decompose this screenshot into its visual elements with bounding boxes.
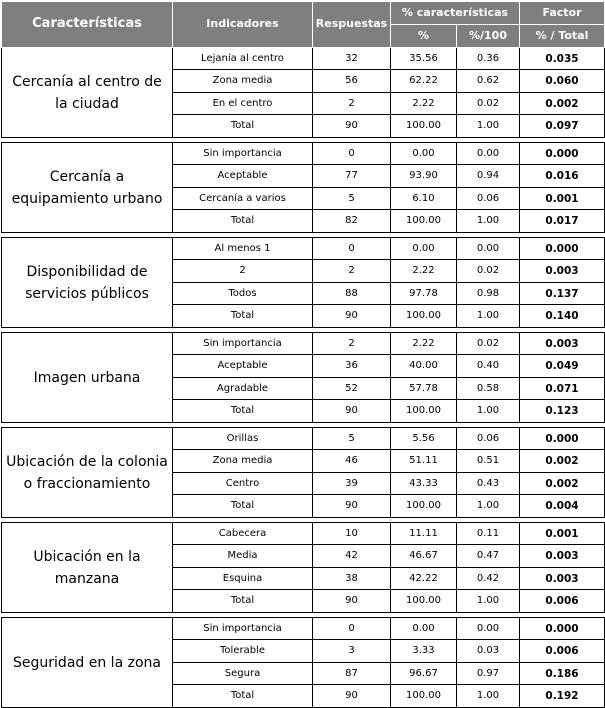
percent-cell: 51.11 (391, 450, 457, 473)
header-pct100: %/100 (457, 25, 520, 48)
responses-cell: 2 (313, 333, 391, 355)
indicator-cell: Cercanía a varios (173, 188, 313, 210)
percent-cell: 100.00 (391, 115, 457, 138)
table-row (2, 428, 605, 450)
ratio-cell: 0.58 (457, 378, 520, 400)
header-factor-total: % / Total (520, 25, 605, 48)
percent-cell: 5.56 (391, 428, 457, 450)
factor-cell: 0.001 (520, 523, 605, 545)
percent-cell: 100.00 (391, 305, 457, 328)
ratio-cell: 0.94 (457, 165, 520, 188)
ratio-cell: 1.00 (457, 305, 520, 328)
responses-cell: 77 (313, 165, 391, 188)
ratio-cell: 0.02 (457, 260, 520, 283)
ratio-cell: 0.02 (457, 333, 520, 355)
factor-cell: 0.000 (520, 143, 605, 165)
indicator-cell: Sin importancia (173, 143, 313, 165)
header-caracteristicas: Características (2, 2, 173, 48)
ratio-cell: 0.62 (457, 70, 520, 93)
ratio-cell: 1.00 (457, 685, 520, 708)
percent-cell: 100.00 (391, 495, 457, 518)
responses-cell: 3 (313, 640, 391, 663)
factor-cell: 0.006 (520, 590, 605, 613)
percent-cell: 0.00 (391, 143, 457, 165)
factor-cell: 0.192 (520, 685, 605, 708)
responses-cell: 0 (313, 618, 391, 640)
percent-cell: 97.78 (391, 283, 457, 305)
ratio-cell: 1.00 (457, 400, 520, 423)
factor-cell: 0.004 (520, 495, 605, 518)
indicator-cell: Total (173, 400, 313, 423)
factor-cell: 0.000 (520, 428, 605, 450)
indicator-cell: Zona media (173, 450, 313, 473)
percent-cell: 100.00 (391, 590, 457, 613)
ratio-cell: 0.42 (457, 568, 520, 590)
table-row (2, 238, 605, 260)
ratio-cell: 0.00 (457, 618, 520, 640)
indicator-cell: Media (173, 545, 313, 568)
indicator-cell: Centro (173, 473, 313, 495)
factor-cell: 0.003 (520, 333, 605, 355)
factor-cell: 0.049 (520, 355, 605, 378)
indicator-cell: Total (173, 305, 313, 328)
ratio-cell: 0.36 (457, 48, 520, 70)
table-row (2, 333, 605, 355)
indicator-cell: Total (173, 495, 313, 518)
factor-cell: 0.001 (520, 188, 605, 210)
category-cell: Seguridad en la zona (2, 618, 173, 708)
responses-cell: 56 (313, 70, 391, 93)
percent-cell: 57.78 (391, 378, 457, 400)
responses-cell: 87 (313, 663, 391, 685)
responses-cell: 88 (313, 283, 391, 305)
responses-cell: 46 (313, 450, 391, 473)
percent-cell: 100.00 (391, 400, 457, 423)
factor-cell: 0.003 (520, 260, 605, 283)
factor-cell: 0.003 (520, 568, 605, 590)
indicator-cell: Al menos 1 (173, 238, 313, 260)
table-row (2, 48, 605, 70)
indicator-cell: Sin importancia (173, 618, 313, 640)
percent-cell: 0.00 (391, 238, 457, 260)
ratio-cell: 0.43 (457, 473, 520, 495)
responses-cell: 82 (313, 210, 391, 233)
percent-cell: 2.22 (391, 260, 457, 283)
percent-cell: 100.00 (391, 210, 457, 233)
percent-cell: 11.11 (391, 523, 457, 545)
responses-cell: 2 (313, 93, 391, 115)
ratio-cell: 0.47 (457, 545, 520, 568)
responses-cell: 42 (313, 545, 391, 568)
table-row (2, 523, 605, 545)
indicator-cell: 2 (173, 260, 313, 283)
factor-cell: 0.123 (520, 400, 605, 423)
header-pct-caracteristicas: % características (391, 2, 520, 25)
factor-cell: 0.017 (520, 210, 605, 233)
factor-cell: 0.002 (520, 473, 605, 495)
indicator-cell: Agradable (173, 378, 313, 400)
ratio-cell: 1.00 (457, 115, 520, 138)
table-body (2, 48, 605, 708)
factor-cell: 0.003 (520, 545, 605, 568)
factor-cell: 0.186 (520, 663, 605, 685)
ratio-cell: 0.51 (457, 450, 520, 473)
indicator-cell: En el centro (173, 93, 313, 115)
percent-cell: 0.00 (391, 618, 457, 640)
category-cell: Cercanía a equipamiento urbano (2, 143, 173, 233)
ratio-cell: 0.02 (457, 93, 520, 115)
percent-cell: 43.33 (391, 473, 457, 495)
category-cell: Disponibilidad de servicios públicos (2, 238, 173, 328)
responses-cell: 90 (313, 305, 391, 328)
indicator-cell: Total (173, 115, 313, 138)
responses-cell: 90 (313, 495, 391, 518)
percent-cell: 35.56 (391, 48, 457, 70)
ratio-cell: 0.98 (457, 283, 520, 305)
responses-cell: 32 (313, 48, 391, 70)
indicator-cell: Zona media (173, 70, 313, 93)
factor-cell: 0.016 (520, 165, 605, 188)
responses-cell: 90 (313, 685, 391, 708)
responses-cell: 2 (313, 260, 391, 283)
header-indicadores: Indicadores (173, 2, 313, 48)
category-cell: Cercanía al centro de la ciudad (2, 48, 173, 138)
indicator-cell: Total (173, 685, 313, 708)
category-cell: Ubicación de la colonia o fraccionamiento (2, 428, 173, 518)
factor-cell: 0.002 (520, 93, 605, 115)
header-pct: % (391, 25, 457, 48)
ratio-cell: 0.06 (457, 428, 520, 450)
percent-cell: 96.67 (391, 663, 457, 685)
percent-cell: 3.33 (391, 640, 457, 663)
ratio-cell: 0.00 (457, 238, 520, 260)
data-table (1, 1, 605, 708)
indicator-cell: Total (173, 590, 313, 613)
percent-cell: 62.22 (391, 70, 457, 93)
responses-cell: 5 (313, 428, 391, 450)
table-row (2, 143, 605, 165)
table-row (2, 618, 605, 640)
category-cell: Ubicación en la manzana (2, 523, 173, 613)
factor-cell: 0.006 (520, 640, 605, 663)
responses-cell: 90 (313, 115, 391, 138)
indicator-cell: Lejanía al centro (173, 48, 313, 70)
indicator-cell: Esquina (173, 568, 313, 590)
responses-cell: 5 (313, 188, 391, 210)
percent-cell: 46.67 (391, 545, 457, 568)
factor-cell: 0.137 (520, 283, 605, 305)
factor-cell: 0.060 (520, 70, 605, 93)
percent-cell: 2.22 (391, 333, 457, 355)
factor-cell: 0.097 (520, 115, 605, 138)
responses-cell: 90 (313, 400, 391, 423)
responses-cell: 10 (313, 523, 391, 545)
responses-cell: 38 (313, 568, 391, 590)
factor-cell: 0.002 (520, 450, 605, 473)
percent-cell: 100.00 (391, 685, 457, 708)
header-respuestas: Respuestas (313, 2, 391, 48)
factor-cell: 0.000 (520, 618, 605, 640)
indicator-cell: Cabecera (173, 523, 313, 545)
responses-cell: 0 (313, 238, 391, 260)
factor-cell: 0.071 (520, 378, 605, 400)
percent-cell: 40.00 (391, 355, 457, 378)
percent-cell: 93.90 (391, 165, 457, 188)
ratio-cell: 1.00 (457, 210, 520, 233)
factor-cell: 0.035 (520, 48, 605, 70)
percent-cell: 6.10 (391, 188, 457, 210)
responses-cell: 39 (313, 473, 391, 495)
ratio-cell: 0.06 (457, 188, 520, 210)
percent-cell: 2.22 (391, 93, 457, 115)
ratio-cell: 1.00 (457, 590, 520, 613)
indicator-cell: Todos (173, 283, 313, 305)
responses-cell: 0 (313, 143, 391, 165)
responses-cell: 52 (313, 378, 391, 400)
ratio-cell: 0.97 (457, 663, 520, 685)
ratio-cell: 1.00 (457, 495, 520, 518)
ratio-cell: 0.40 (457, 355, 520, 378)
indicator-cell: Orillas (173, 428, 313, 450)
ratio-cell: 0.11 (457, 523, 520, 545)
ratio-cell: 0.00 (457, 143, 520, 165)
indicator-cell: Segura (173, 663, 313, 685)
indicator-cell: Sin importancia (173, 333, 313, 355)
factor-cell: 0.000 (520, 238, 605, 260)
percent-cell: 42.22 (391, 568, 457, 590)
indicator-cell: Aceptable (173, 165, 313, 188)
category-cell: Imagen urbana (2, 333, 173, 423)
responses-cell: 90 (313, 590, 391, 613)
indicator-cell: Total (173, 210, 313, 233)
header-factor: Factor (520, 2, 605, 25)
ratio-cell: 0.03 (457, 640, 520, 663)
responses-cell: 36 (313, 355, 391, 378)
indicator-cell: Aceptable (173, 355, 313, 378)
indicator-cell: Tolerable (173, 640, 313, 663)
factor-cell: 0.140 (520, 305, 605, 328)
